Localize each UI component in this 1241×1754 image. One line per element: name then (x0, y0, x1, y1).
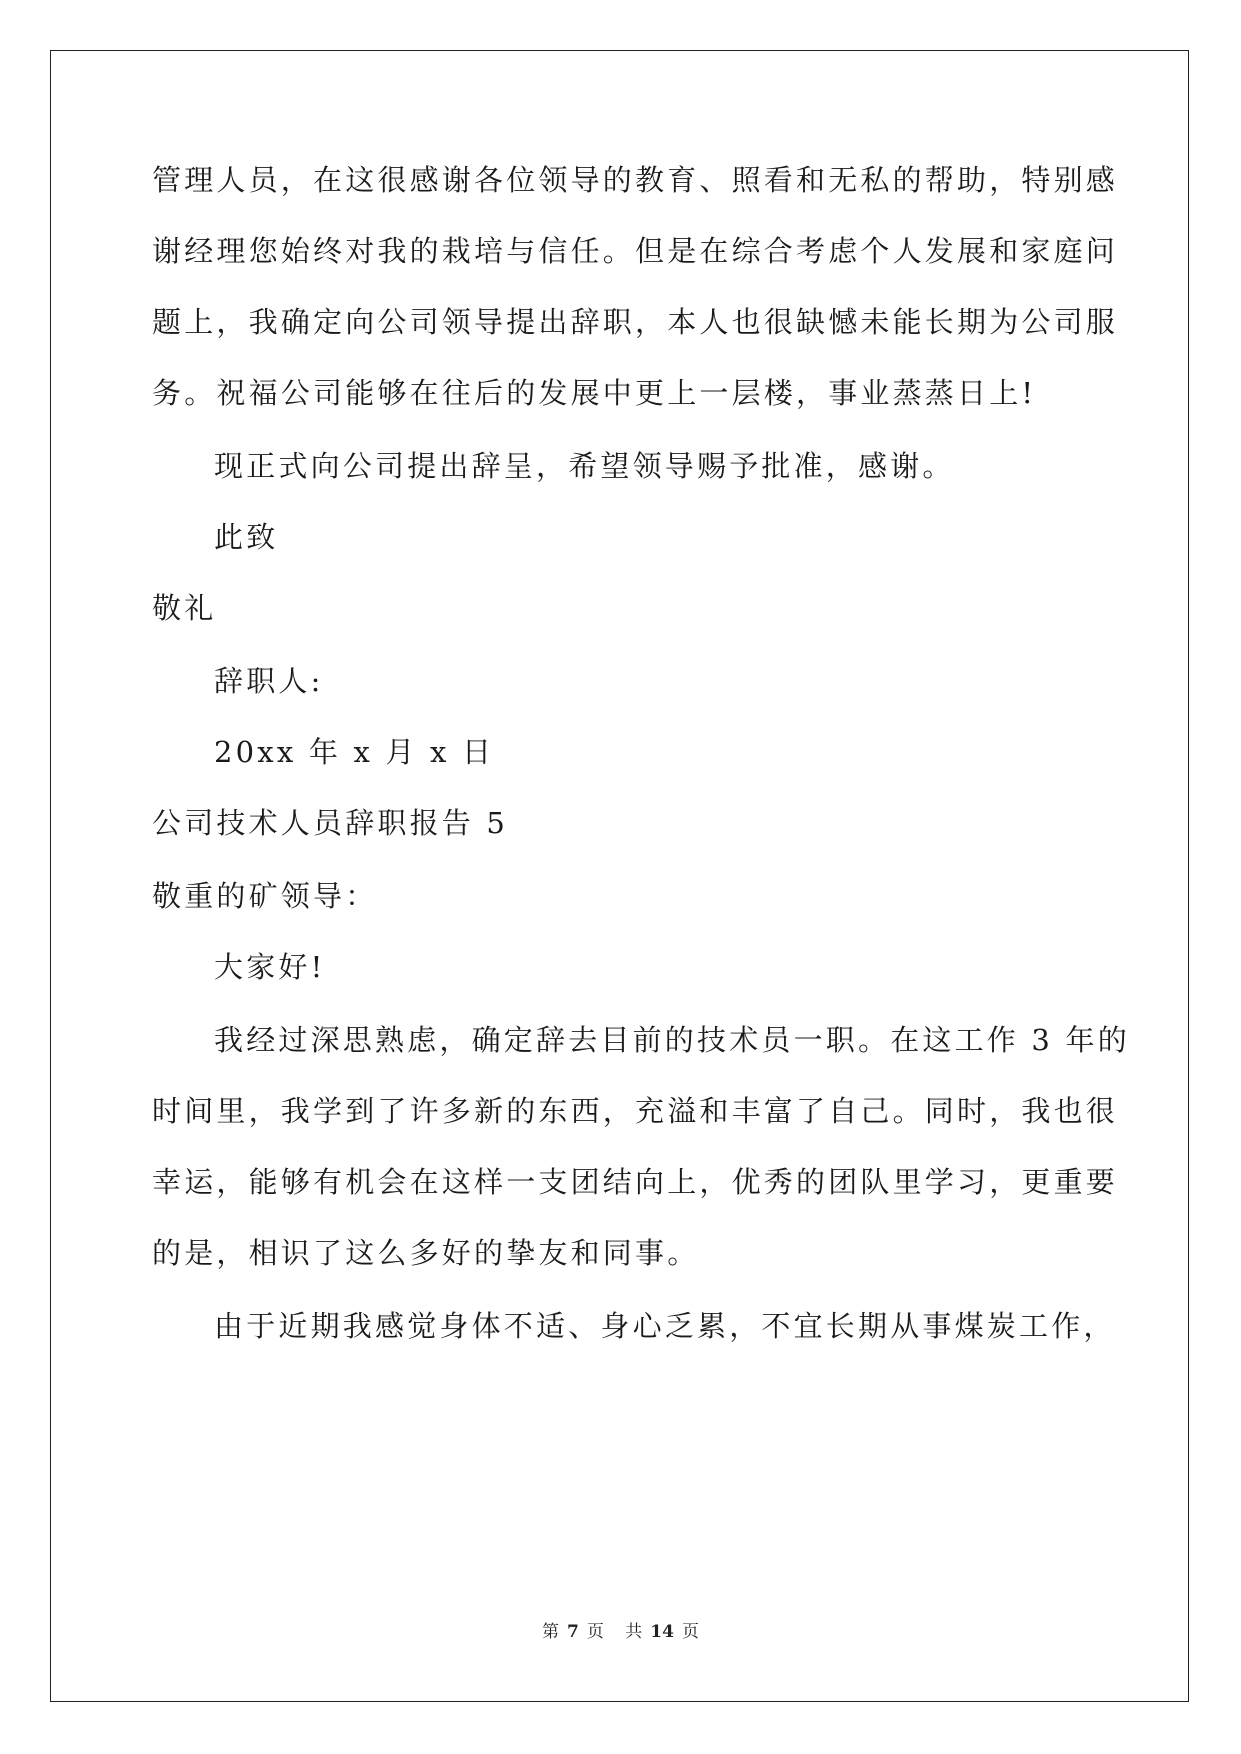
body-line: 现正式向公司提出辞呈，希望领导赐予批准，感谢。 (214, 449, 955, 483)
total-prefix: 共 (625, 1622, 643, 1642)
body-line: 时间里，我学到了许多新的东西，充溢和丰富了自己。同时，我也很 (152, 1094, 1119, 1128)
page-indicator (538, 1622, 608, 1642)
total-pages: 14 (650, 1622, 674, 1642)
body-line: 题上，我确定向公司领导提出辞职，本人也很缺憾未能长期为公司服 (152, 305, 1119, 339)
salutation-line: 敬礼 (152, 591, 217, 625)
date-line: 20xx 年 x 月 x 日 (214, 735, 495, 769)
body-line: 我经过深思熟虑，确定辞去目前的技术员一职。在这工作 3 年的 (214, 1023, 1130, 1057)
body-line: 幸运，能够有机会在这样一支团结向上，优秀的团队里学习，更重要 (152, 1165, 1119, 1199)
section-title: 公司技术人员辞职报告 5 (152, 806, 509, 840)
total-indicator (621, 1622, 703, 1642)
greeting-line: 敬重的矿领导： (152, 879, 378, 913)
greeting-line: 大家好! (214, 950, 326, 984)
page-prefix: 第 (542, 1622, 560, 1642)
body-line: 谢经理您始终对我的栽培与信任。但是在综合考虑个人发展和家庭问 (152, 234, 1119, 268)
page-suffix: 页 (586, 1622, 604, 1642)
signature-label: 辞职人: (214, 664, 324, 698)
body-line: 的是，相识了这么多好的挚友和同事。 (152, 1236, 700, 1270)
total-suffix: 页 (681, 1622, 699, 1642)
closing-line: 此致 (214, 520, 279, 554)
body-line: 管理人员，在这很感谢各位领导的教育、照看和无私的帮助，特别感 (152, 163, 1119, 197)
page-footer (0, 1620, 1241, 1644)
page-number: 7 (567, 1622, 579, 1642)
body-line: 务。祝福公司能够在往后的发展中更上一层楼，事业蒸蒸日上! (152, 376, 1037, 410)
body-line: 由于近期我感觉身体不适、身心乏累，不宜长期从事煤炭工作， (214, 1309, 1116, 1343)
